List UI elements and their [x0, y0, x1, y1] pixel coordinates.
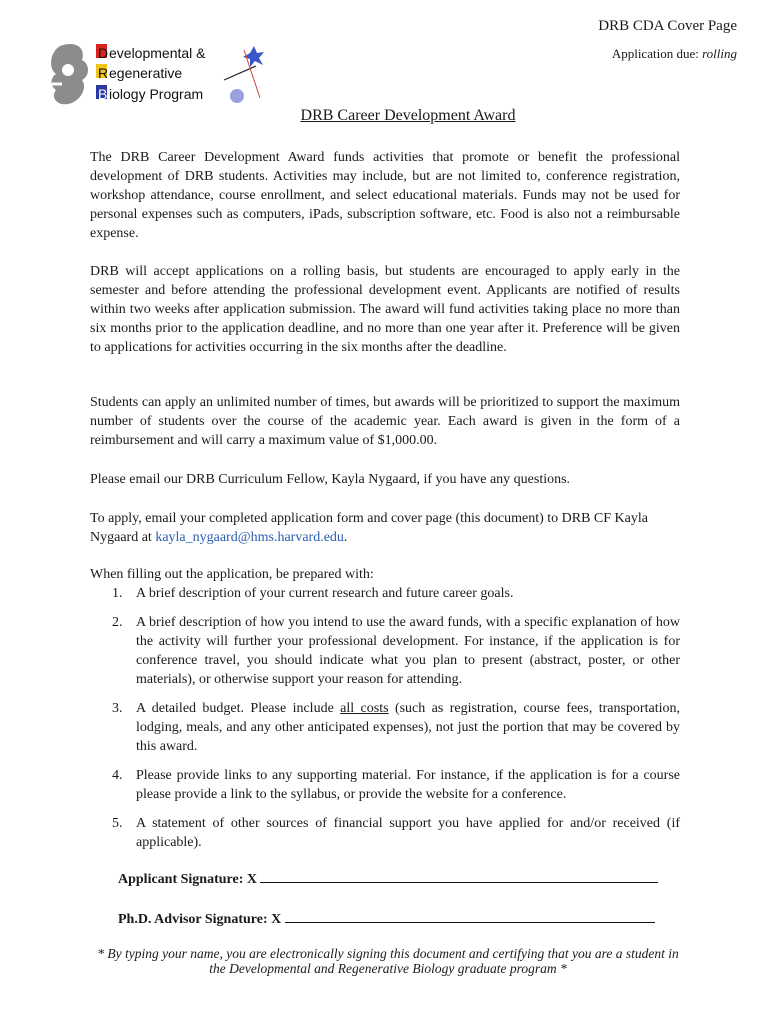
logo-line-biology: B iology Program	[98, 86, 204, 102]
document-title: DRB Career Development Award	[300, 107, 516, 124]
list-item: 1. A brief description of your current research and future career goals.	[112, 586, 514, 601]
application-due-line	[612, 46, 737, 62]
applicant-signature-field[interactable]	[260, 870, 658, 883]
applicant-signature-row	[118, 870, 658, 888]
list-item: 2. A brief description of how you intend to use the award funds, with a specific explanation of how the activity will further your professional development. For instance, if the application is for conference travel, you should indicate what you plan to present (abstract, poster, or other materials), or otherwise support your reason for attending.	[112, 615, 680, 687]
all-costs-emphasis: all costs	[340, 701, 389, 716]
list-item: 3. A detailed budget. Please include all costs (such as registration, course fees, transportation, lodging, meals, and any other anticipated expenses), not just the portion that may be covered by this award.	[112, 701, 680, 754]
unlimited-applications-paragraph: Students can apply an unlimited number of times, but awards will be prioritized to support the maximum number of students over the course of the academic year. Each award is given in the form of a reimbursement and will carry a maximum value of $1,000.00.	[90, 395, 680, 448]
apply-instructions: To apply, email your completed application form and cover page (this document) to DRB CF Kayla Nygaard at kayla_nygaard@hms.harvard.edu.	[90, 511, 648, 545]
list-item: 5. A statement of other sources of financial support you have applied for and/or received (if applicable).	[112, 816, 680, 850]
electronic-signature-disclaimer: * By typing your name, you are electronically signing this document and certifying that you are a student in the Developmental and Regenerative Biology graduate program *	[97, 946, 679, 976]
questions-paragraph: Please email our DRB Curriculum Fellow, Kayla Nygaard, if you have any questions.	[90, 472, 571, 487]
requirements-list	[90, 584, 680, 862]
advisor-signature-row	[118, 910, 655, 928]
logo-line-developmental: Developmental &	[98, 45, 206, 61]
due-label: Application due:	[611, 46, 703, 61]
logo-line-regenerative: Regenerative	[98, 65, 183, 81]
advisor-signature-label: Ph.D. Advisor Signature: X	[118, 912, 282, 927]
intro-paragraph: The DRB Career Development Award funds activities that promote or benefit the professional development of DRB students. Activities may include, but are not limited to, conference registration, workshop attendance, course enrollment, and select educational materials. Funds may not be used for personal expenses such as computers, iPads, subscription software, etc. Food is also not a reimbursable expense.	[90, 150, 680, 241]
cover-page-label: DRB CDA Cover Page	[598, 18, 737, 34]
rolling-basis-paragraph: DRB will accept applications on a rolling basis, but students are encouraged to apply early in the semester and before attending the professional development event. Applicants are notified of results within two weeks after application submission. The award will fund activities taking place no more than six months prior to the application deadline, and no more than one year after it. Preference will be given to applications for activities occurring in the six months after the deadline.	[90, 264, 680, 355]
drb-program-logo	[46, 40, 276, 112]
preparation-intro: When filling out the application, be prepared with:	[90, 567, 374, 582]
applicant-signature-label: Applicant Signature: X	[118, 872, 257, 887]
advisor-signature-field[interactable]	[285, 910, 655, 923]
email-link[interactable]: kayla_nygaard@hms.harvard.edu	[155, 530, 344, 545]
list-item: 4. Please provide links to any supporting material. For instance, if the application is for a course please provide a link to the syllabus, or provide the website for a conference.	[112, 768, 680, 802]
due-value: rolling	[702, 46, 737, 61]
